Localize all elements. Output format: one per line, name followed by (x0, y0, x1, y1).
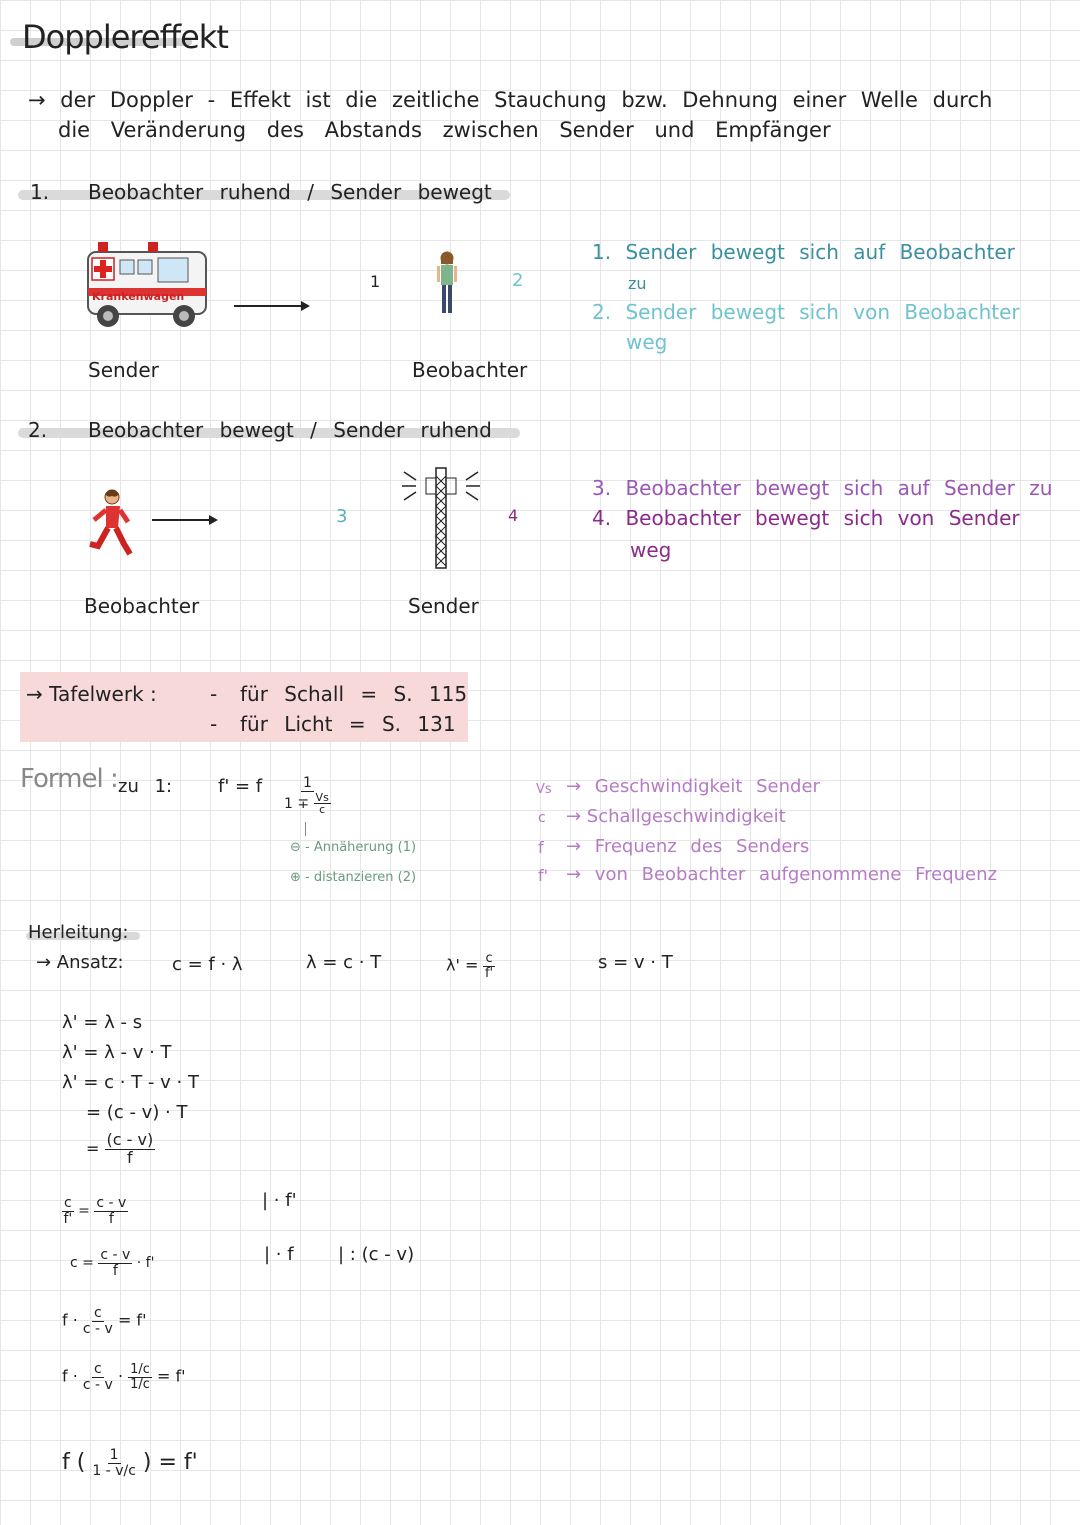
motion-arrow-1 (234, 305, 308, 307)
step8-num: c (94, 1305, 102, 1321)
page-title: Dopplereffekt (22, 18, 228, 56)
formula-c: c (319, 803, 326, 817)
case1-observer-label: Beobachter (412, 358, 528, 382)
derivation-step-1: λ' = λ - s (62, 1012, 143, 1033)
ansatz-eq3-lhs: λ' = (446, 955, 479, 975)
step7-operation-2: | : (c - v) (338, 1244, 415, 1265)
step7-num: c - v (100, 1247, 131, 1263)
ansatz-eq4: s = v · T (598, 952, 673, 973)
legend-symbol-f-prime: f' (538, 866, 549, 885)
sender-tower-icon (396, 466, 486, 570)
position-3-label: 3 (336, 506, 348, 527)
case2-heading: Beobachter bewegt / Sender ruhend (88, 418, 492, 442)
step10-den: 1 - v/c (92, 1462, 136, 1479)
step7-lhs: c = (70, 1255, 94, 1272)
ambulance-label: Krankenwagen (92, 290, 185, 303)
ansatz-eq3-den: f' (484, 965, 494, 981)
ansatz-label: → Ansatz: (36, 952, 124, 973)
step9-lhs: f · (62, 1366, 78, 1386)
case2-note-3: 3. Beobachter bewegt sich auf Sender zu (592, 476, 1053, 500)
legend-symbol-c: c (538, 810, 546, 826)
case1-note-2-cont: weg (626, 330, 668, 354)
ansatz-eq3 (446, 952, 495, 980)
ansatz-eq3-num: c (485, 951, 493, 966)
formula-lhs: f' = f (218, 776, 263, 797)
position-2-label: 2 (512, 270, 524, 291)
case2-note-4-cont: weg (630, 538, 672, 562)
ansatz-eq1: c = f · λ (172, 954, 243, 975)
observer-person-icon (432, 250, 462, 320)
step6-num-left: c (64, 1195, 72, 1211)
case2-observer-label: Beobachter (84, 594, 200, 618)
case1-sender-label: Sender (88, 358, 159, 382)
legend-text-f: → Frequenz des Senders (566, 836, 810, 857)
formula-sign-arrow (305, 822, 306, 836)
legend-symbol-vs: Vs (536, 782, 552, 797)
derivation-step-8 (62, 1306, 146, 1336)
derivation-step-5-den: f (127, 1147, 133, 1167)
step7-den: f (112, 1262, 118, 1279)
case1-note-2: 2. Sender bewegt sich von Beobachter (592, 300, 1020, 324)
step6-eq: = (78, 1203, 90, 1220)
formula-denominator: 1 ∓ (284, 795, 310, 812)
definition-line-1: → der Doppler - Effekt ist die zeitliche Stauchung bzw. Dehnung einer Welle durch (28, 88, 993, 112)
derivation-step-5-num: (c - v) (106, 1130, 154, 1149)
case1-note-1: 1. Sender bewegt sich auf Beobachter (592, 240, 1015, 264)
position-1-label: 1 (370, 272, 381, 291)
step9-den2: 1/c (130, 1376, 150, 1392)
legend-text-f-prime: → von Beobachter aufgenommene Frequenz (566, 864, 997, 885)
formula-case: zu 1: (118, 776, 173, 797)
step8-den: c - v (82, 1320, 113, 1337)
doppler-formula (284, 776, 331, 816)
formula-label: Formel : (20, 764, 118, 794)
motion-arrow-2 (152, 519, 216, 521)
position-4-label: 4 (508, 506, 519, 525)
legend-text-c: → Schallgeschwindigkeit (566, 806, 786, 827)
derivation-step-5-eq: = (86, 1138, 100, 1158)
derivation-step-3: λ' = c · T - v · T (62, 1072, 199, 1093)
step10-rhs: ) = f' (142, 1450, 198, 1476)
tafelwerk-row1: für Schall = S. 115 (240, 682, 468, 706)
step10-lhs: f ( (62, 1450, 86, 1476)
case2-sender-label: Sender (408, 594, 479, 618)
ansatz-eq2: λ = c · T (306, 952, 382, 973)
step6-operation: | · f' (262, 1190, 297, 1211)
step10-num: 1 (109, 1447, 119, 1463)
step6-den-left: f' (63, 1210, 73, 1227)
derivation-step-5 (86, 1132, 155, 1167)
step7-mul: · f' (136, 1255, 155, 1272)
tafelwerk-row2: für Licht = S. 131 (240, 712, 456, 736)
running-person-icon (86, 488, 136, 558)
derivation-step-2: λ' = λ - v · T (62, 1042, 172, 1063)
case2-note-4: 4. Beobachter bewegt sich von Sender (592, 506, 1020, 530)
case1-number: 1. (30, 180, 50, 204)
derivation-heading: Herleitung: (28, 922, 129, 943)
step6-den-right: f (108, 1210, 114, 1227)
step7-operation-1: | · f (264, 1244, 294, 1265)
definition-line-2: die Veränderung des Abstands zwischen Sender und Empfänger (58, 118, 831, 142)
derivation-step-10 (62, 1448, 198, 1478)
step9-num2: 1/c (130, 1362, 150, 1378)
tafelwerk-row2-dash: - (210, 712, 218, 736)
ambulance-icon (84, 238, 212, 332)
step9-rhs: = f' (157, 1366, 186, 1386)
step9-den: c - v (82, 1376, 113, 1393)
step8-lhs: f · (62, 1310, 78, 1330)
case1-note-1-cont: zu (628, 274, 647, 293)
case2-number: 2. (28, 418, 48, 442)
step9-num: c (94, 1361, 102, 1377)
tafelwerk-label: → Tafelwerk : (26, 682, 157, 706)
formula-minus-note: ⊖ - Annäherung (1) (290, 840, 417, 855)
formula-numerator: 1 (302, 775, 312, 791)
formula-plus-note: ⊕ - distanzieren (2) (290, 870, 417, 885)
derivation-step-6 (62, 1196, 128, 1226)
step8-rhs: = f' (117, 1310, 147, 1330)
derivation-step-4: = (c - v) · T (86, 1102, 188, 1123)
step6-num-right: c - v (96, 1195, 127, 1211)
derivation-step-7 (70, 1248, 154, 1278)
step9-dot: · (117, 1366, 124, 1386)
derivation-step-9 (62, 1362, 186, 1392)
legend-text-vs: → Geschwindigkeit Sender (566, 776, 820, 797)
case1-heading: Beobachter ruhend / Sender bewegt (88, 180, 492, 204)
formula-vs: Vs (315, 790, 329, 804)
legend-symbol-f: f (538, 838, 544, 857)
tafelwerk-row1-dash: - (210, 682, 218, 706)
